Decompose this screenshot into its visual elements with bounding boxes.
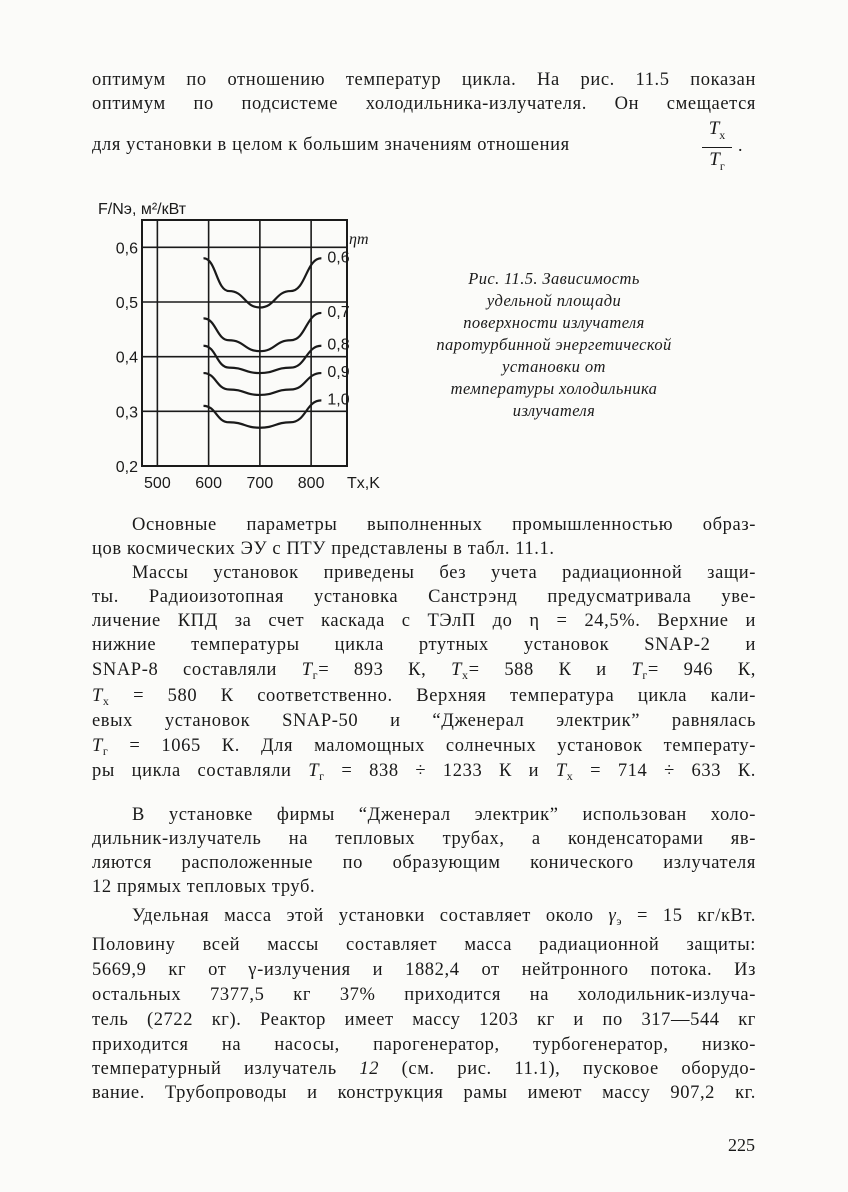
series-curve bbox=[204, 258, 322, 307]
text-line: цов космических ЭУ с ПТУ представлены в табл. 11.1. bbox=[92, 539, 555, 559]
caption-line: излучателя bbox=[512, 401, 596, 420]
subscript: г bbox=[642, 668, 648, 682]
text-run: = 1065 К. Для маломощных солнечных установок температу- bbox=[129, 736, 756, 756]
y-axis-label: F/Nэ, м²/кВт bbox=[98, 201, 187, 218]
plot-frame bbox=[142, 220, 350, 466]
symbol-T: T bbox=[555, 761, 567, 781]
series-label: 0,7 bbox=[327, 303, 350, 321]
text-run: = 893 К, bbox=[318, 660, 427, 680]
text-line: приходится на насосы, парогенератор, турбогенератор, низко- bbox=[92, 1035, 756, 1055]
text-line: вание. Трубопроводы и конструкция рамы имеют массу 907,2 кг. bbox=[92, 1083, 756, 1103]
text-run: = 946 К, bbox=[647, 660, 757, 680]
y-tick-label: 0,3 bbox=[115, 404, 138, 422]
text-run: = 580 К соответственно. Верхняя температура цикла кали- bbox=[133, 686, 756, 706]
fraction-bar bbox=[702, 147, 732, 148]
subscript: г bbox=[102, 744, 109, 758]
sentence-end: . bbox=[738, 135, 743, 155]
x-tick-label: 700 bbox=[246, 475, 274, 492]
text-run: SNAP-8 составляли bbox=[92, 660, 278, 680]
text-run: Удельная масса этой установки составляет около bbox=[132, 906, 594, 926]
caption-line: паротурбинной энергетической bbox=[436, 335, 672, 354]
text-line bbox=[92, 658, 756, 687]
series-label: 0,8 bbox=[327, 336, 350, 354]
symbol-gamma: γ bbox=[608, 906, 617, 926]
legend-title: ηт bbox=[349, 231, 369, 248]
text-run: = 838 ÷ 1233 К и bbox=[341, 761, 540, 781]
text-run: = 588 К и bbox=[468, 660, 607, 680]
text-line: Массы установок приведены без учета радиационной защи- bbox=[132, 563, 756, 583]
text-line bbox=[132, 904, 756, 933]
x-tick-label: 600 bbox=[195, 475, 222, 492]
text-run: = 15 кг/кВт. bbox=[622, 906, 756, 926]
subscript: г bbox=[312, 668, 319, 682]
series-curve bbox=[204, 373, 322, 395]
series-label: 0,9 bbox=[327, 364, 350, 382]
symbol-T: T bbox=[92, 736, 103, 756]
caption-line: удельной площади bbox=[486, 291, 622, 310]
symbol-T: T bbox=[631, 660, 643, 680]
series-label: 0,6 bbox=[327, 249, 350, 267]
text-line: евых установок SNAP-50 и “Дженерал электрик” равнялась bbox=[92, 711, 756, 731]
text-line: 12 прямых тепловых труб. bbox=[92, 877, 316, 897]
caption-line: Рис. 11.5. Зависимость bbox=[468, 269, 640, 288]
fraction-denominator-sub: г bbox=[719, 159, 725, 173]
series-curve bbox=[204, 346, 322, 373]
text-run: (см. рис. 11.1), пусковое оборудо- bbox=[401, 1059, 756, 1079]
text-line: оптимум по подсистеме холодильника-излучателя. Он смещается bbox=[92, 94, 756, 114]
text-line: нижние температуры цикла ртутных установок SNAP-2 и bbox=[92, 635, 756, 655]
text-line: ты. Радиоизотопная установка Санстрэнд предусматривала уве- bbox=[92, 587, 756, 607]
caption-line: поверхности излучателя bbox=[463, 313, 645, 332]
page-number: 225 bbox=[728, 1135, 755, 1155]
symbol-T: T bbox=[301, 660, 313, 680]
text-line: В установке фирмы “Дженерал электрик” использован холо- bbox=[132, 805, 756, 825]
fraction-denominator: T bbox=[709, 149, 720, 170]
text-run: температурный излучатель bbox=[92, 1059, 337, 1079]
text-line: остальных 7377,5 кг 37% приходится на холодильник-излуча- bbox=[92, 985, 756, 1005]
text-line: ляются расположенные по образующим конического излучателя bbox=[92, 853, 756, 873]
ratio-fraction bbox=[700, 118, 734, 177]
figure-caption bbox=[395, 268, 713, 422]
subscript: х bbox=[102, 694, 110, 708]
subscript: г bbox=[319, 769, 325, 783]
y-tick-label: 0,4 bbox=[115, 349, 138, 367]
x-tick-label: 800 bbox=[297, 475, 325, 492]
fraction-numerator: T bbox=[708, 118, 720, 139]
text-run: ры цикла составляли bbox=[92, 761, 292, 781]
subscript: х bbox=[566, 769, 574, 783]
text-line bbox=[92, 759, 756, 788]
text-line: Половину всей массы составляет масса радиационной защиты: bbox=[92, 935, 756, 955]
text-line bbox=[92, 1057, 756, 1081]
subscript: х bbox=[461, 668, 469, 682]
y-tick-label: 0,5 bbox=[115, 295, 138, 312]
figure-chart bbox=[92, 196, 380, 496]
text-line: дильник-излучатель на тепловых трубах, а конденсаторами яв- bbox=[92, 829, 756, 849]
y-tick-label: 0,2 bbox=[115, 459, 138, 476]
figure-ref-number: 12 bbox=[359, 1059, 380, 1079]
fraction-numerator-sub: х bbox=[719, 128, 726, 142]
text-line: тель (2722 кг). Реактор имеет массу 1203 кг и по 317—544 кг bbox=[92, 1010, 756, 1030]
text-line: Основные параметры выполненных промышленностью образ- bbox=[132, 515, 756, 535]
symbol-T: T bbox=[92, 686, 103, 706]
series-label: 1,0 bbox=[327, 391, 350, 409]
text-line: 5669,9 кг от γ-излучения и 1882,4 от нейтронного потока. Из bbox=[92, 960, 756, 980]
series-curve bbox=[204, 400, 322, 427]
x-axis-label: Tx,K bbox=[347, 475, 380, 492]
series-curve bbox=[204, 313, 322, 351]
caption-line: установки от bbox=[502, 357, 606, 376]
caption-line: температуры холодильника bbox=[450, 379, 658, 398]
text-line: личение КПД за счет каскада с ТЭлП до η = 24,5%. Верхние и bbox=[92, 611, 756, 631]
text-line: для установки в целом к большим значениям отношения bbox=[92, 135, 570, 155]
x-tick-label: 500 bbox=[144, 475, 171, 492]
symbol-T: T bbox=[308, 761, 320, 781]
subscript: э bbox=[616, 914, 623, 928]
text-run: = 714 ÷ 633 К. bbox=[590, 761, 756, 781]
y-tick-label: 0,6 bbox=[115, 240, 138, 258]
text-line: оптимум по отношению температур цикла. На рис. 11.5 показан bbox=[92, 70, 756, 90]
symbol-T: T bbox=[451, 660, 462, 680]
